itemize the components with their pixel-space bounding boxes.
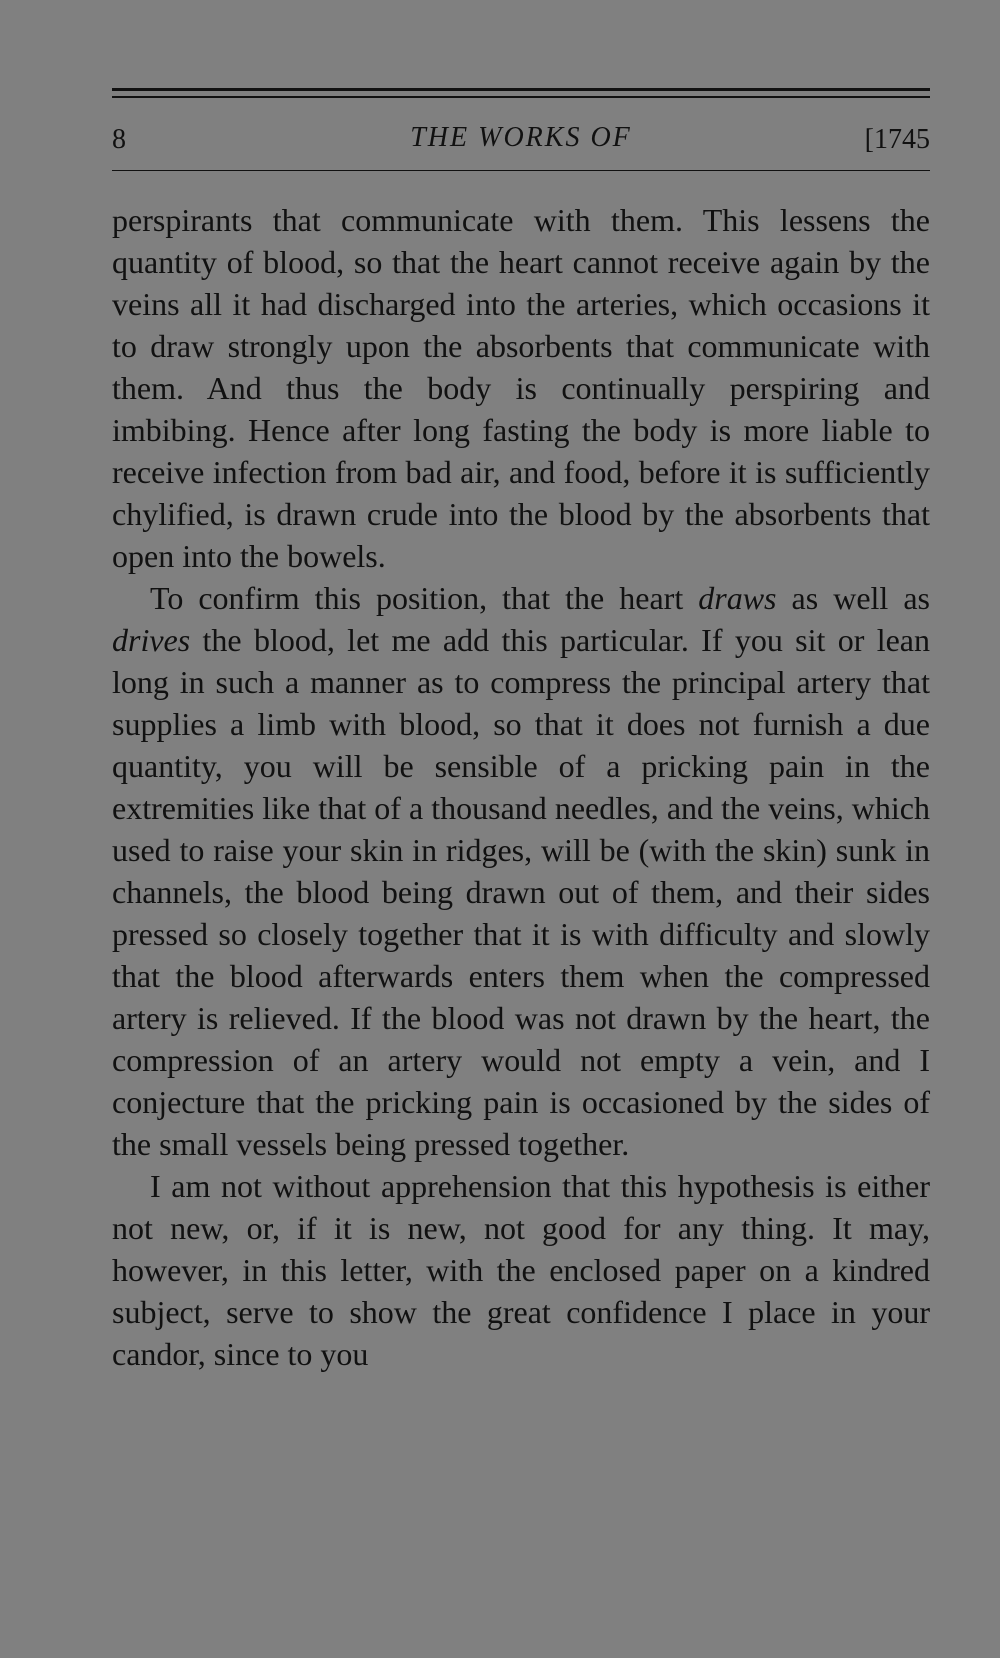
running-head <box>112 98 930 170</box>
header-rule-bottom <box>112 170 930 172</box>
running-year: [1745 <box>864 123 930 155</box>
body-text <box>112 199 930 1375</box>
italic-word-draws: draws <box>698 580 777 616</box>
paragraph-text: the blood, let me add this particular. If you sit or lean long in such a manner as to compress the principal artery that supplies a limb with blood, so that it does not furnish a due quantity, you will be sensible of a pricking pain in the extremities like that of a thousand needles, and the veins, which used to raise your skin in ridges, will be (with the skin) sunk in channels, the blood being drawn out of them, and their sides pressed so closely together that it is with difficulty and slowly that the blood afterwards enters them when the compressed artery is relieved. If the blood was not drawn by the heart, the compression of an artery would not empty a vein, and I conjecture that the pricking pain is occasioned by the sides of the small vessels being pressed together. <box>112 622 930 1162</box>
paragraph-text: To confirm this position, that the heart <box>150 580 699 616</box>
header-rule-top <box>112 88 930 91</box>
paragraph-1 <box>112 199 930 577</box>
paragraph-2 <box>112 577 930 1165</box>
paragraph-text: as well as <box>776 580 931 616</box>
page-number: 8 <box>112 123 126 155</box>
italic-word-drives: drives <box>112 622 191 658</box>
paragraph-3 <box>112 1165 930 1375</box>
paragraph-text: I am not without apprehension that this hypothesis is either not new, or, if it is new, not good for any thing. It may, however, in this letter, with the enclosed paper on a kindred subject, serve to show the great confidence I place in your candor, since to you <box>112 1168 930 1372</box>
running-title: THE WORKS OF <box>410 121 632 153</box>
paragraph-text: perspirants that communicate with them. This lessens the quantity of blood, so that the heart cannot receive again by the veins all it had discharged into the arteries, which occasions it to draw strongly upon the absorbents that communicate with them. And thus the body is continually perspiring and imbibing. Hence after long fasting the body is more liable to receive infection from bad air, and food, before it is sufficiently chylified, is drawn crude into the blood by the absorbents that open into the bowels. <box>112 202 930 574</box>
book-page <box>112 88 930 1375</box>
